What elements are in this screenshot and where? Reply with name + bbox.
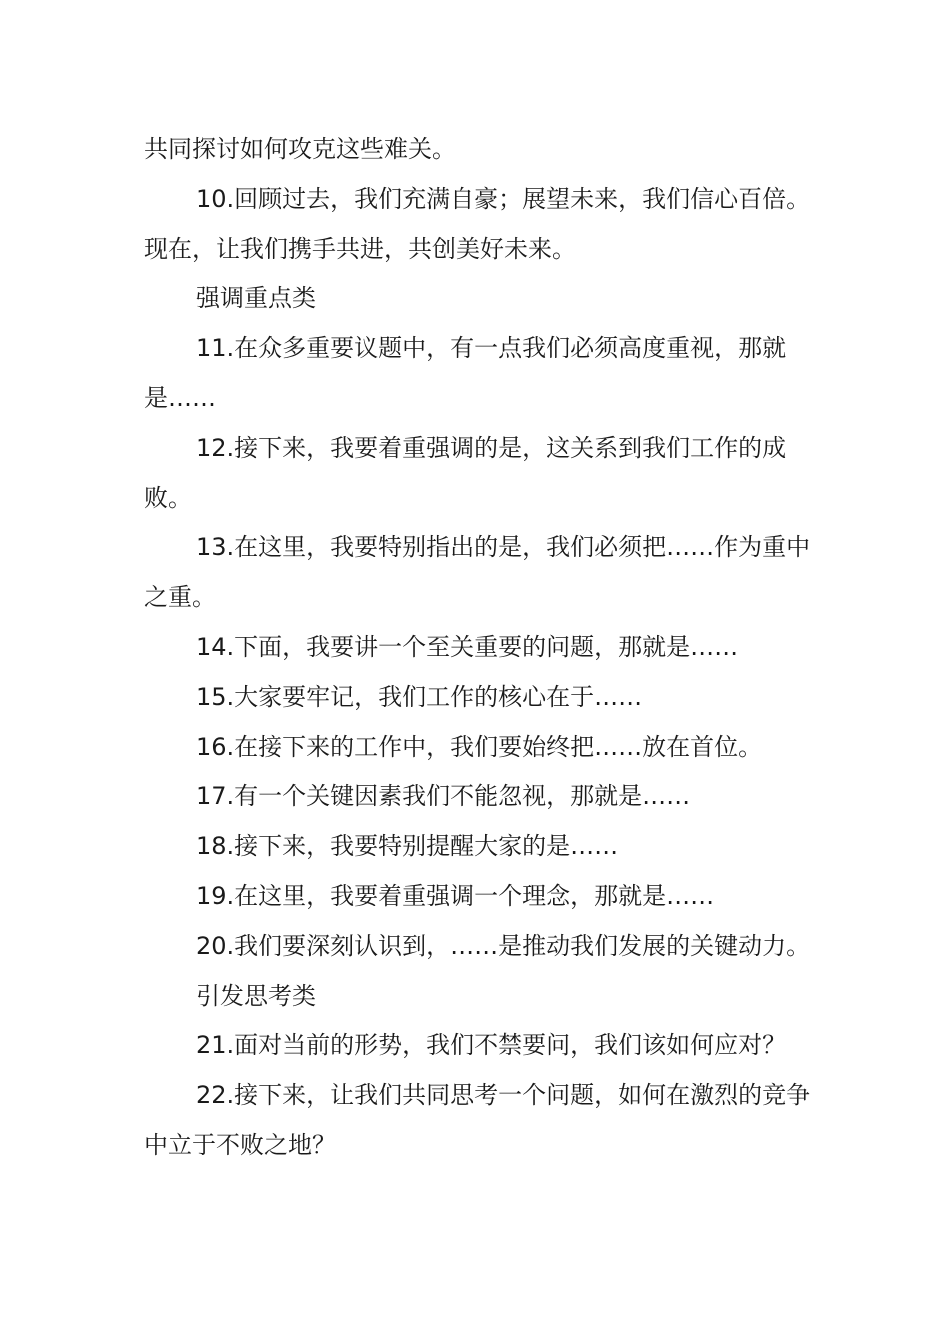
paragraph-item-14: 14.下面，我要讲一个至关重要的问题，那就是…… [196, 632, 739, 661]
paragraph-item-10: 10.回顾过去，我们充满自豪；展望未来，我们信心百倍。现在，让我们携手共进，共创美好未来。 [144, 184, 811, 263]
paragraph-item-12: 12.接下来，我要着重强调的是，这关系到我们工作的成败。 [144, 433, 787, 512]
document-body [144, 125, 812, 1171]
paragraph-item-18: 18.接下来，我要特别提醒大家的是…… [196, 832, 619, 861]
section-heading-reflection: 引发思考类 [196, 981, 316, 1010]
paragraph-item-15: 15.大家要牢记，我们工作的核心在于…… [196, 682, 643, 711]
paragraph-item-19: 19.在这里，我要着重强调一个理念，那就是…… [196, 881, 715, 910]
paragraph-item-13: 13.在这里，我要特别指出的是，我们必须把……作为重中之重。 [144, 533, 811, 612]
paragraph-item-17: 17.有一个关键因素我们不能忽视，那就是…… [196, 782, 691, 811]
section-heading-emphasis: 强调重点类 [196, 284, 316, 313]
paragraph-item-16: 16.在接下来的工作中，我们要始终把……放在首位。 [196, 732, 763, 761]
paragraph-continuation: 共同探讨如何攻克这些难关。 [144, 135, 456, 163]
paragraph-item-22: 22.接下来，让我们共同思考一个问题，如何在激烈的竞争中立于不败之地？ [144, 1081, 811, 1159]
paragraph-item-20: 20.我们要深刻认识到，……是推动我们发展的关键动力。 [196, 931, 811, 960]
paragraph-item-21: 21.面对当前的形势，我们不禁要问，我们该如何应对？ [196, 1031, 787, 1060]
paragraph-item-11: 11.在众多重要议题中，有一点我们必须高度重视，那就是…… [144, 334, 787, 412]
